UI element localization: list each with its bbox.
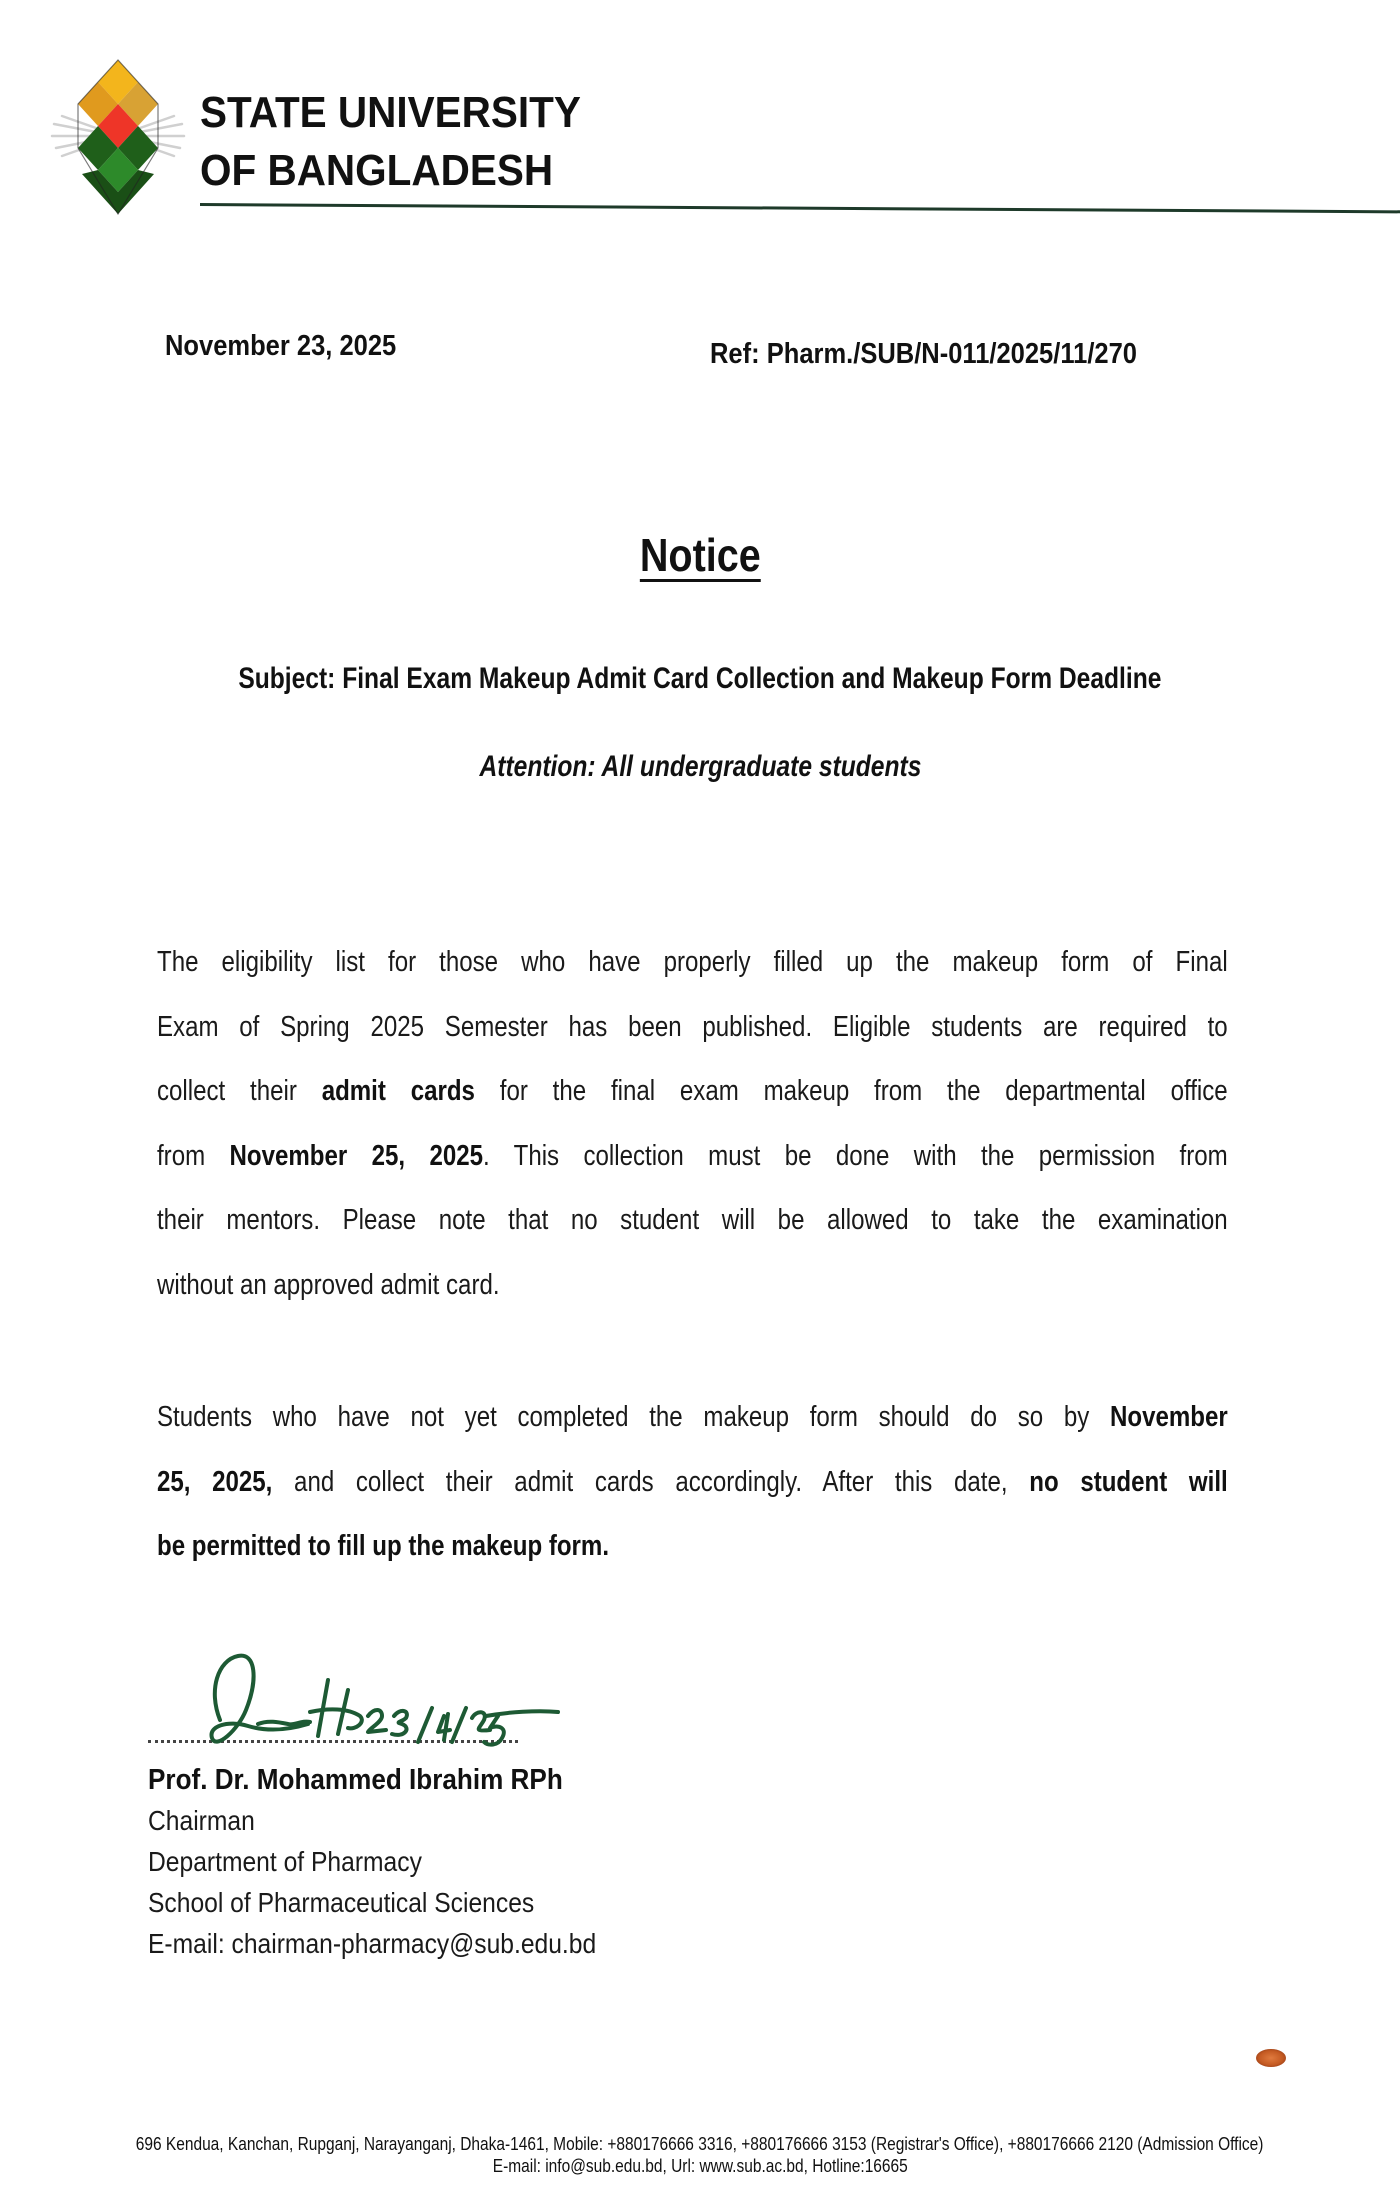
notice-title bbox=[0, 528, 1400, 582]
signer-school: School of Pharmaceutical Sciences bbox=[148, 1887, 535, 1918]
text-segment: and collect their admit cards accordingly. After this date, bbox=[272, 1465, 1030, 1498]
footer-address: 696 Kendua, Kanchan, Rupganj, Narayanganj, Dhaka-1461, Mobile: +880176666 3316, +880176666 3153 (Registrar's Office), +880176666 2120 (Admission Office) bbox=[136, 2134, 1264, 2154]
paragraph-line bbox=[157, 995, 1228, 1060]
notice-date: November 23, 2025 bbox=[165, 330, 397, 362]
reference-number: Ref: Pharm./SUB/N-011/2025/11/270 bbox=[710, 338, 1137, 370]
university-name-line2: OF BANGLADESH bbox=[200, 146, 554, 195]
university-name bbox=[200, 84, 581, 200]
bold-text: no student will bbox=[1029, 1465, 1228, 1498]
body-paragraph-2 bbox=[157, 1385, 1227, 1579]
ink-stain-mark bbox=[1256, 2049, 1286, 2067]
text-segment: Exam of Spring 2025 Semester has been published. Eligible students are required to bbox=[157, 1010, 1228, 1043]
paragraph-line bbox=[157, 1253, 1045, 1318]
bold-text: be permitted to fill up the makeup form. bbox=[157, 1530, 610, 1562]
paragraph-line bbox=[157, 930, 1228, 995]
footer-contact: E-mail: info@sub.edu.bd, Url: www.sub.ac.bd, Hotline:16665 bbox=[492, 2156, 908, 2176]
text-segment: . This collection must be done with the permission from bbox=[482, 1139, 1228, 1172]
bold-text: November 25, 2025 bbox=[229, 1139, 483, 1172]
notice-attention bbox=[0, 750, 1400, 784]
bold-text: admit cards bbox=[321, 1075, 475, 1107]
signer-email: E-mail: chairman-pharmacy@sub.edu.bd bbox=[148, 1928, 597, 1959]
paragraph-line bbox=[157, 1059, 1228, 1124]
paragraph-line bbox=[157, 1124, 1228, 1189]
signer-title: Chairman bbox=[148, 1805, 255, 1836]
body-paragraph-1 bbox=[157, 930, 1227, 1317]
notice-subject-text: Subject: Final Exam Makeup Admit Card Collection and Makeup Form Deadline bbox=[238, 662, 1162, 695]
paragraph-line bbox=[157, 1385, 1228, 1450]
text-segment: without an approved admit card. bbox=[157, 1268, 500, 1301]
notice-title-text: Notice bbox=[639, 529, 761, 581]
text-segment: Students who have not yet completed the makeup form should do so by bbox=[157, 1401, 1110, 1433]
signer-department: Department of Pharmacy bbox=[148, 1846, 422, 1877]
signature-area bbox=[148, 1650, 748, 1760]
paragraph-line bbox=[157, 1188, 1228, 1253]
text-segment: their mentors. Please note that no student will be allowed to take the examination bbox=[157, 1204, 1228, 1236]
text-segment: for the final exam makeup from the departmental office bbox=[474, 1075, 1228, 1107]
signature-block bbox=[148, 1650, 748, 1964]
text-segment: collect their bbox=[157, 1075, 322, 1107]
header-divider bbox=[200, 203, 1400, 213]
bold-text: November bbox=[1109, 1401, 1228, 1433]
letterhead-footer bbox=[0, 2133, 1400, 2177]
university-logo-icon bbox=[48, 58, 188, 218]
notice-attention-text: Attention: All undergraduate students bbox=[479, 750, 921, 783]
university-name-line1: STATE UNIVERSITY bbox=[200, 88, 581, 137]
signer-name: Prof. Dr. Mohammed Ibrahim RPh bbox=[148, 1764, 563, 1796]
letterhead bbox=[0, 0, 1400, 230]
handwritten-signature-icon bbox=[198, 1650, 638, 1770]
notice-subject bbox=[0, 662, 1400, 696]
paragraph-line bbox=[157, 1514, 1045, 1579]
text-segment: The eligibility list for those who have properly filled up the makeup form of Final bbox=[157, 946, 1228, 978]
paragraph-line bbox=[157, 1450, 1228, 1515]
text-segment: from bbox=[157, 1139, 230, 1172]
bold-text: 25, 2025, bbox=[157, 1465, 273, 1498]
